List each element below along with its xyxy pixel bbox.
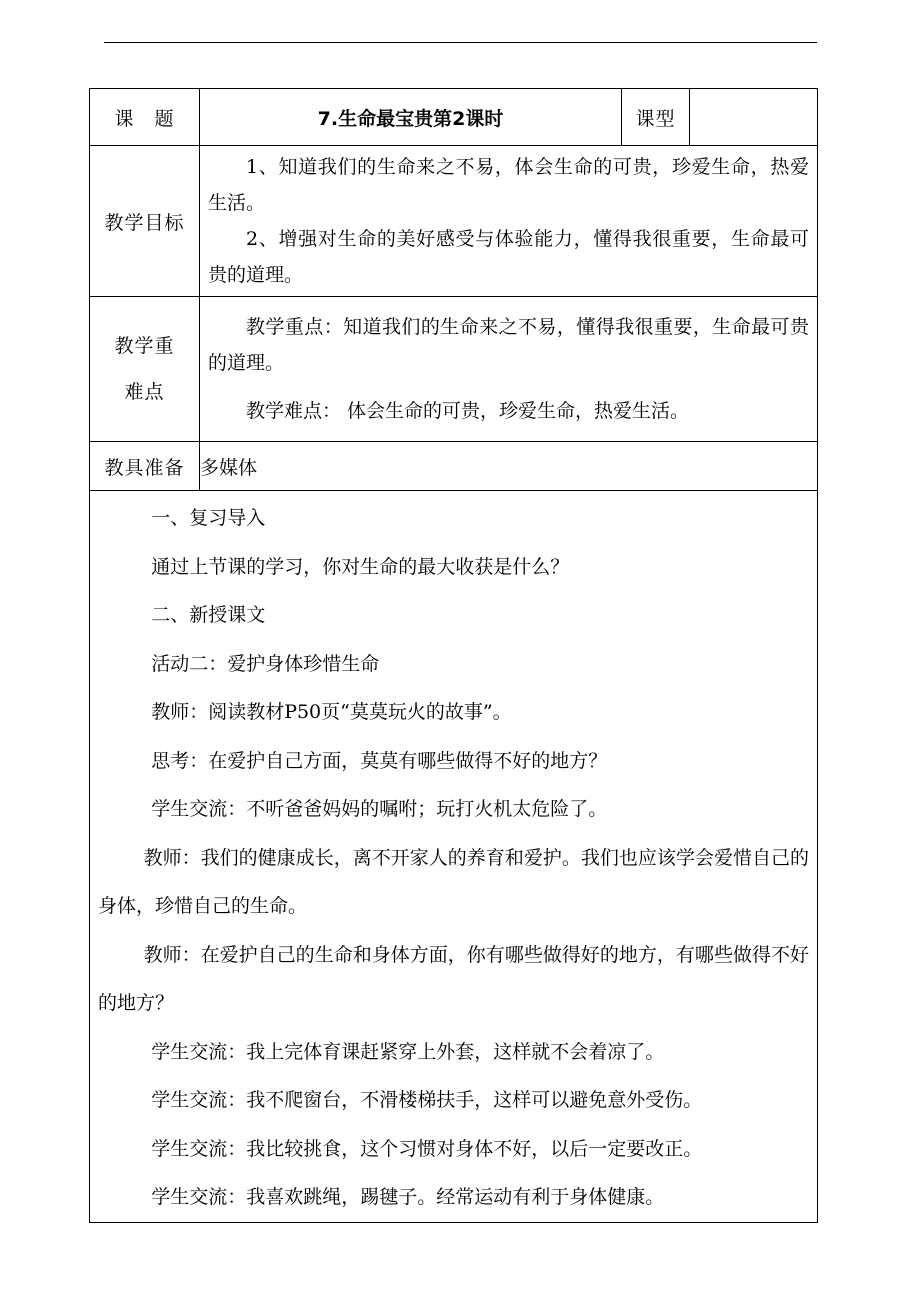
- process-paragraph: 学生交流：我上完体育课赶紧穿上外套，这样就不会着凉了。: [151, 1040, 665, 1063]
- process-paragraph: 一、复习导入: [151, 507, 266, 529]
- process-paragraph: 思考：在爱护自己方面，莫莫有哪些做得不好的地方？: [151, 749, 608, 772]
- teaching-process-row: [90, 491, 818, 1223]
- goal-item: 1、知道我们的生命来之不易，体会生命的可贵，珍爱生命，热爱生活。: [208, 156, 809, 214]
- header-rule: [104, 42, 817, 43]
- process-paragraph: 通过上节课的学习，你对生命的最大收获是什么？: [151, 555, 570, 578]
- process-paragraph: 学生交流：不听爸爸妈妈的嘱咐；玩打火机太危险了。: [151, 798, 608, 820]
- goal-item: 2、增强对生命的美好感受与体验能力，懂得我很重要，生命最可贵的道理。: [208, 228, 809, 286]
- key-points-row: [90, 297, 818, 442]
- key-points-label-line1: 教学重: [114, 335, 175, 357]
- type-value: [690, 89, 818, 146]
- goals-row: [90, 146, 818, 297]
- teaching-difficulty: 教学难点： 体会生命的可贵，珍爱生命，热爱生活。: [246, 400, 690, 422]
- lesson-title: 7.生命最宝贵第2课时: [200, 89, 622, 146]
- type-label: 课型: [622, 89, 690, 146]
- tools-value: 多媒体: [200, 442, 818, 491]
- teaching-focus: 教学重点：知道我们的生命来之不易，懂得我很重要，生命最可贵的道理。: [208, 316, 809, 374]
- process-paragraph: 教师：在爱护自己的生命和身体方面，你有哪些做得好的地方，有哪些做得不好的地方？: [98, 943, 809, 1014]
- goals-label: 教学目标: [90, 146, 200, 297]
- tools-row: [90, 442, 818, 491]
- key-points-label: [90, 297, 200, 442]
- process-paragraph: 二、新授课文: [151, 604, 266, 626]
- process-paragraph: 活动二：爱护身体珍惜生命: [151, 652, 380, 675]
- process-paragraph: 学生交流：我不爬窗台，不滑楼梯扶手，这样可以避免意外受伤。: [151, 1089, 703, 1111]
- goals-content: [200, 146, 818, 297]
- process-paragraph: 教师：阅读教材P50页“莫莫玩火的故事”。: [151, 701, 512, 723]
- process-paragraph: 教师：我们的健康成长，离不开家人的养育和爱护。我们也应该学会爱惜自己的身体，珍惜自己的生命。: [98, 846, 809, 917]
- key-points-label-line2: 难点: [124, 381, 165, 403]
- lesson-title-row: [90, 89, 818, 146]
- tools-label: 教具准备: [90, 442, 200, 491]
- lesson-plan-table: [89, 88, 818, 1223]
- process-paragraph: 学生交流：我比较挑食，这个习惯对身体不好，以后一定要改正。: [151, 1137, 703, 1160]
- teaching-process: [90, 491, 818, 1223]
- key-points-content: [200, 297, 818, 442]
- process-paragraph: 学生交流：我喜欢跳绳，踢毽子。经常运动有利于身体健康。: [151, 1186, 665, 1208]
- lesson-label: 课 题: [90, 89, 200, 146]
